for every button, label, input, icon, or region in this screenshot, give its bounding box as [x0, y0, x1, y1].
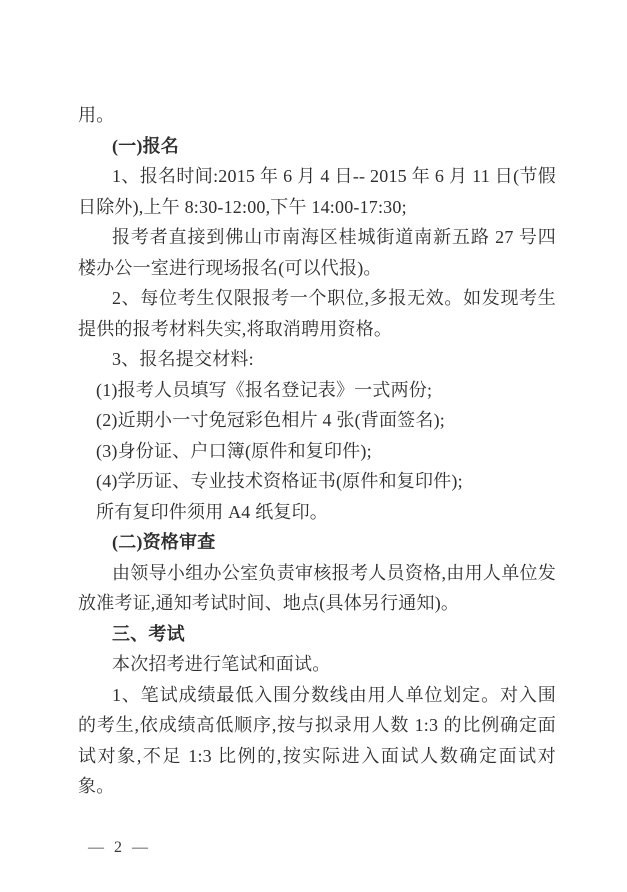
para-registration-time: 1、报名时间:2015 年 6 月 4 日-- 2015 年 6 月 11 日(节假日除外),上午 8:30-12:00,下午 14:00-17:30; [78, 166, 556, 217]
para-exam-types: 本次招考进行笔试和面试。 [112, 654, 331, 674]
list-item-registration-form: (1)报考人员填写《报名登记表》一式两份; [96, 379, 433, 400]
list-item-id-documents: (3)身份证、户口簿(原件和复印件); [96, 440, 372, 461]
para-a4-copy-note: 所有复印件须用 A4 纸复印。 [96, 501, 328, 522]
para-continuation: 用。 [78, 105, 115, 125]
para-one-position-rule: 2、每位考生仅限报考一个职位,多报无效。如发现考生提供的报考材料失实,将取消聘用资格。 [78, 288, 556, 339]
document-body [78, 100, 556, 802]
heading-qualification-review: (二)资格审查 [112, 532, 216, 552]
page-number: — 2 — [88, 839, 151, 856]
para-materials-intro: 3、报名提交材料: [112, 349, 254, 369]
para-registration-location: 报考者直接到佛山市南海区桂城街道南新五路 27 号四楼办公一室进行现场报名(可以代报)。 [78, 227, 556, 278]
list-item-certificates: (4)学历证、专业技术资格证书(原件和复印件); [96, 471, 463, 491]
heading-registration: (一)报名 [112, 135, 179, 156]
heading-examination: 三、考试 [112, 623, 185, 644]
para-written-exam-rule: 1、笔试成绩最低入围分数线由用人单位划定。对入围的考生,依成绩高低顺序,按与拟录用人数 1:3 的比例确定面试对象,不足 1:3 比例的,按实际进入面试人数确定面试对象。 [78, 684, 556, 796]
para-qualification-review: 由领导小组办公室负责审核报考人员资格,由用人单位发放准考证,通知考试时间、地点(具体另行通知)。 [78, 562, 556, 613]
list-item-photos: (2)近期小一寸免冠彩色相片 4 张(背面签名); [96, 410, 445, 430]
page-footer [88, 839, 151, 857]
